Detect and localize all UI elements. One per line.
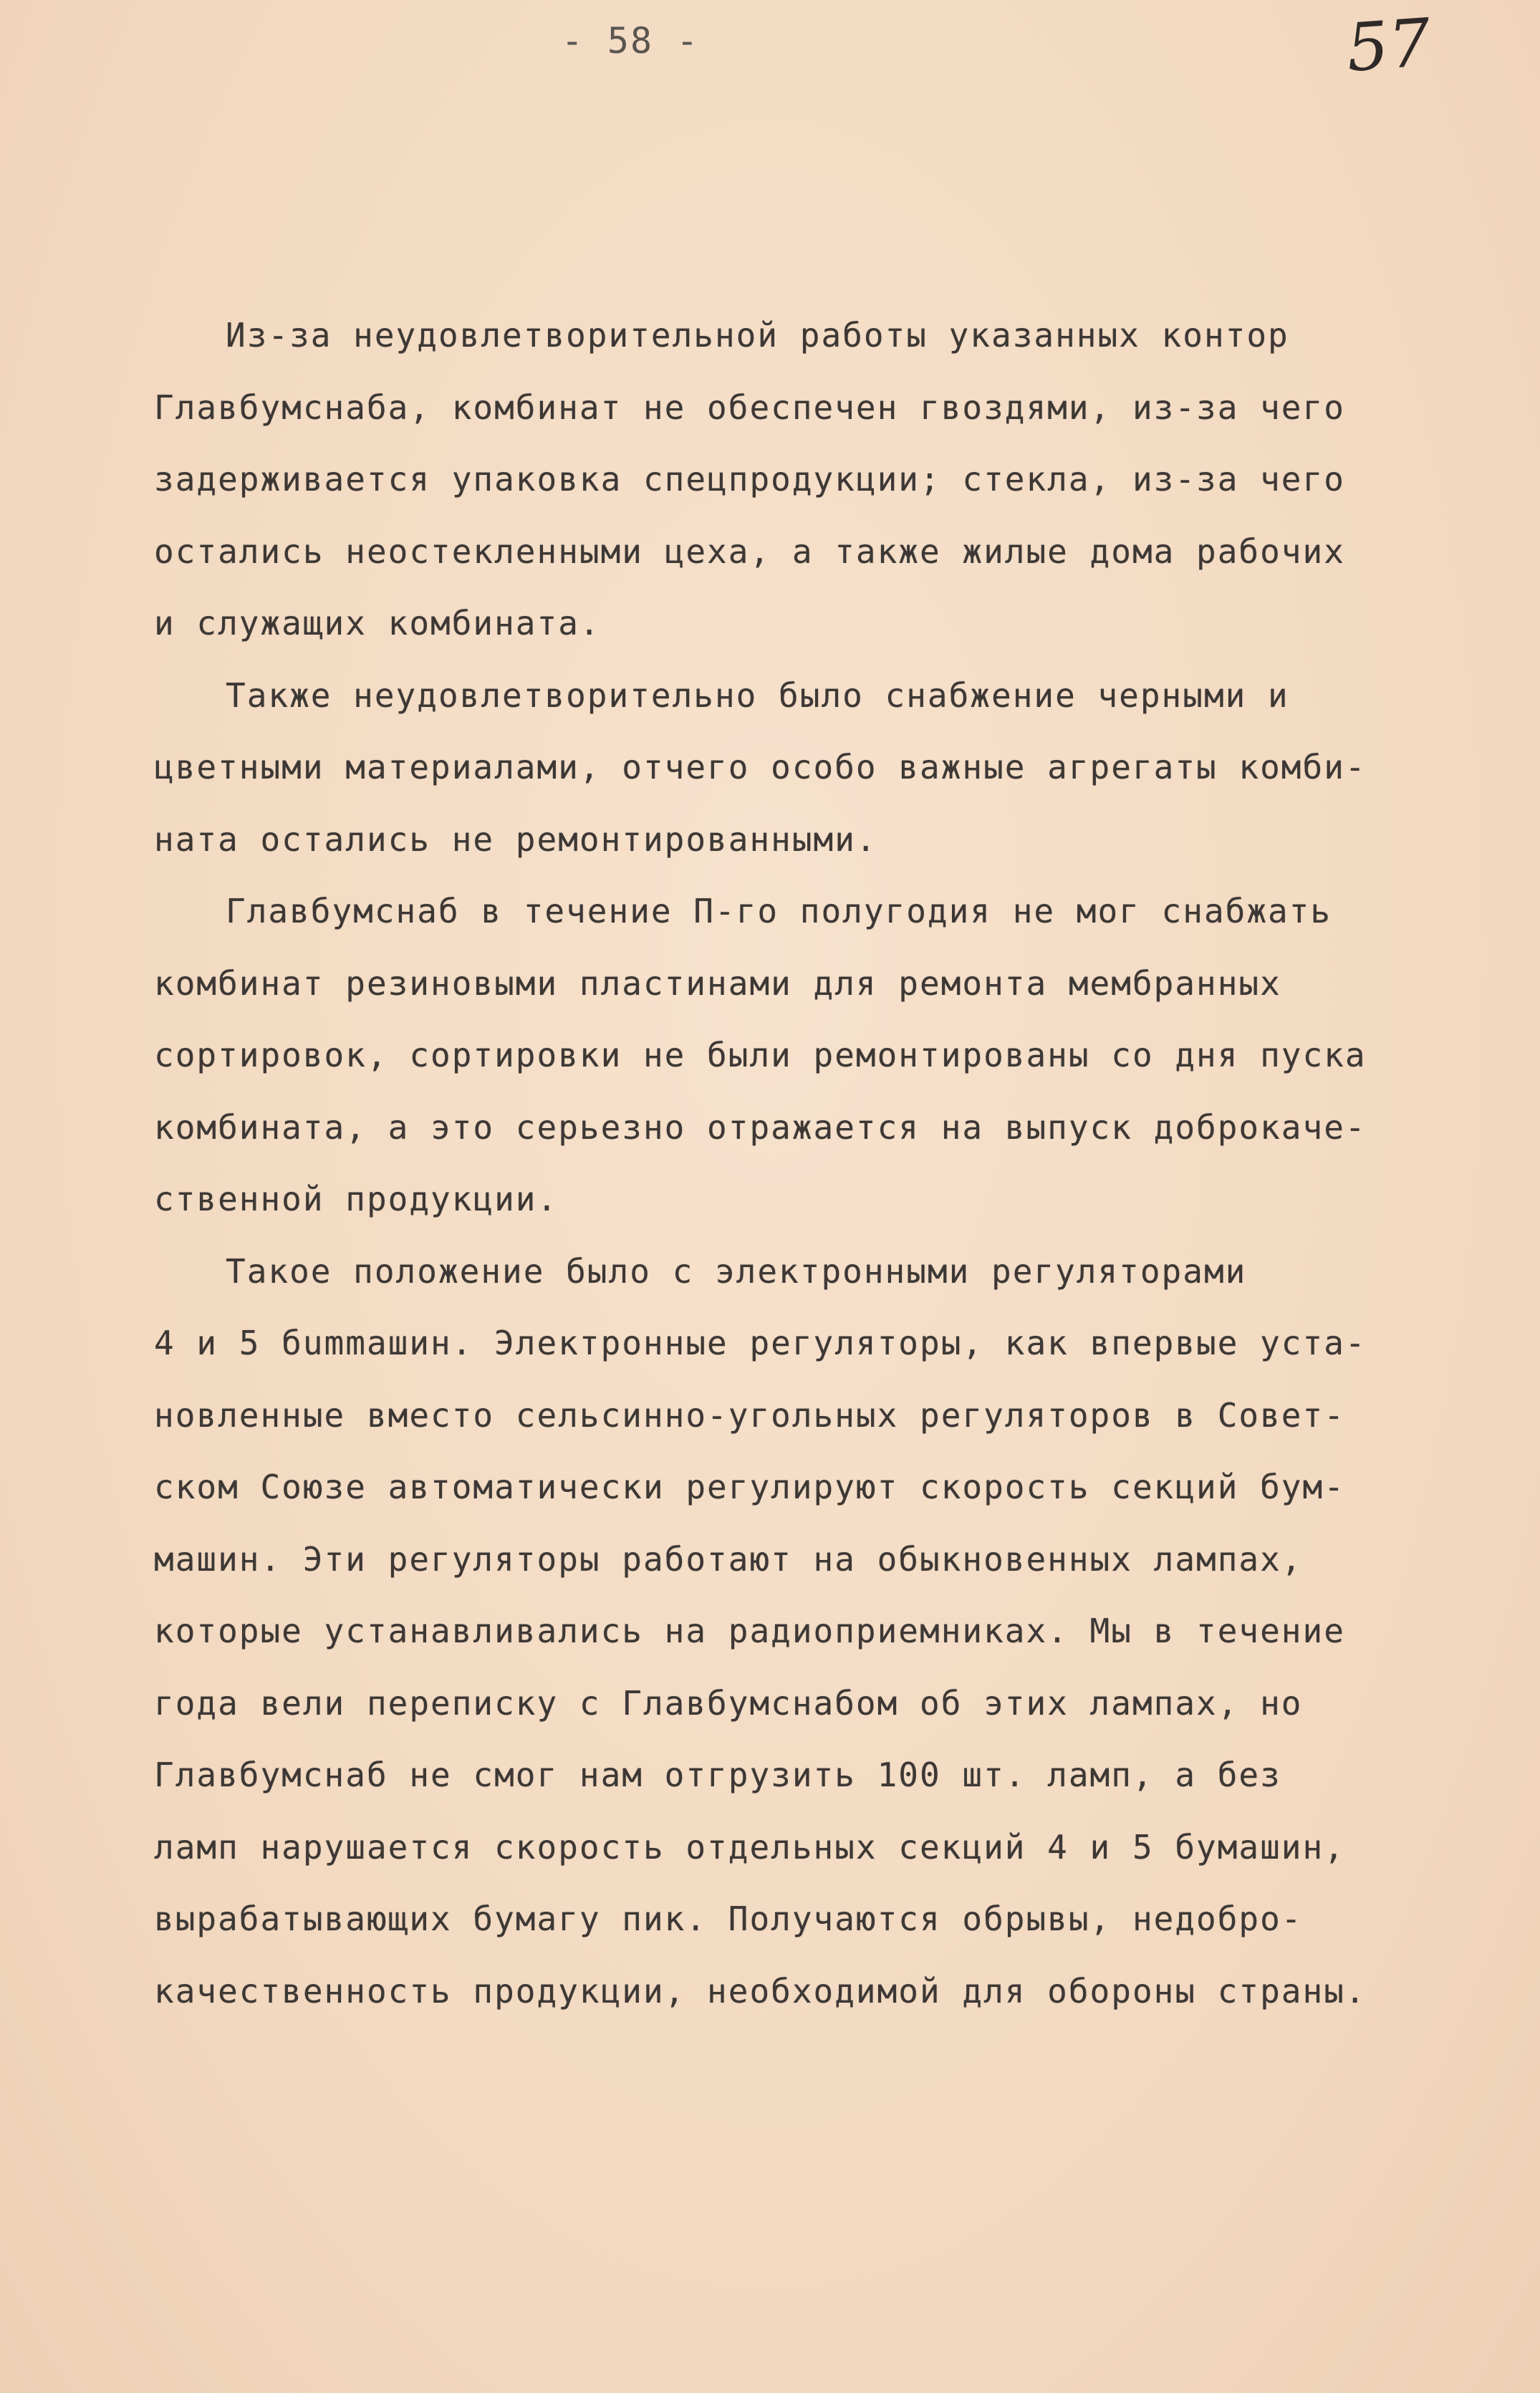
page-number: - 58 -	[561, 20, 700, 62]
paragraph-2	[154, 660, 1501, 876]
text-line: новленные вместо сельсинно-угольных регуляторов в Совет-	[154, 1395, 1345, 1435]
paragraph-3	[154, 875, 1501, 1236]
text-line: ната остались не ремонтированными.	[154, 819, 877, 859]
text-line: Главбумснаб не смог нам отгрузить 100 шт. ламп, а без	[154, 1756, 1281, 1794]
text-line: ственной продукции.	[154, 1180, 559, 1218]
text-line: Главбумснаба, комбинат не обеспечен гвоздями, из-за чего	[154, 387, 1345, 427]
text-line: Главбумснаб в течение П-го полугодия не мог снабжать	[226, 892, 1332, 930]
text-line: комбината, а это серьезно отражается на выпуск доброкаче-	[154, 1107, 1367, 1147]
text-line: 4 и 5 бummашин. Электронные регуляторы, как впервые уста-	[154, 1324, 1367, 1362]
text-line: Такое положение было с электронными регуляторами	[226, 1251, 1247, 1291]
text-line: и служащих комбината.	[154, 604, 601, 642]
text-line: качественность продукции, необходимой для обороны страны.	[154, 1971, 1367, 2011]
paragraph-4	[154, 1236, 1501, 2028]
paragraph-1	[154, 299, 1501, 660]
text-line: Также неудовлетворительно было снабжение черными и	[226, 675, 1289, 715]
text-line: года вели переписку с Главбумснабом об этих лампах, но	[154, 1683, 1303, 1723]
text-line: остались неостекленными цеха, а также жилые дома рабочих	[154, 531, 1345, 571]
text-line: задерживается упаковка спецпродукции; стекла, из-за чего	[154, 460, 1345, 499]
archive-page-number: 57	[1344, 4, 1433, 87]
text-line: цветными материалами, отчего особо важные агрегаты комби-	[154, 748, 1367, 786]
text-line: которые устанавливались на радиоприемниках. Мы в течение	[154, 1612, 1345, 1650]
text-line: машин. Эти регуляторы работают на обыкновенных лампах,	[154, 1539, 1303, 1579]
text-line: комбинат резиновыми пластинами для ремонта мембранных	[154, 963, 1281, 1003]
text-line: Из-за неудовлетворительной работы указанных контор	[226, 316, 1289, 355]
text-line: сортировок, сортировки не были ремонтированы со дня пуска	[154, 1036, 1367, 1074]
text-line: вырабатывающих бумагу пик. Получаются обрывы, недобро-	[154, 1900, 1303, 1938]
document-body	[154, 299, 1501, 2027]
text-line: ском Союзе автоматически регулируют скорость секций бум-	[154, 1468, 1345, 1506]
text-line: ламп нарушается скорость отдельных секций 4 и 5 бумашин,	[154, 1827, 1345, 1867]
